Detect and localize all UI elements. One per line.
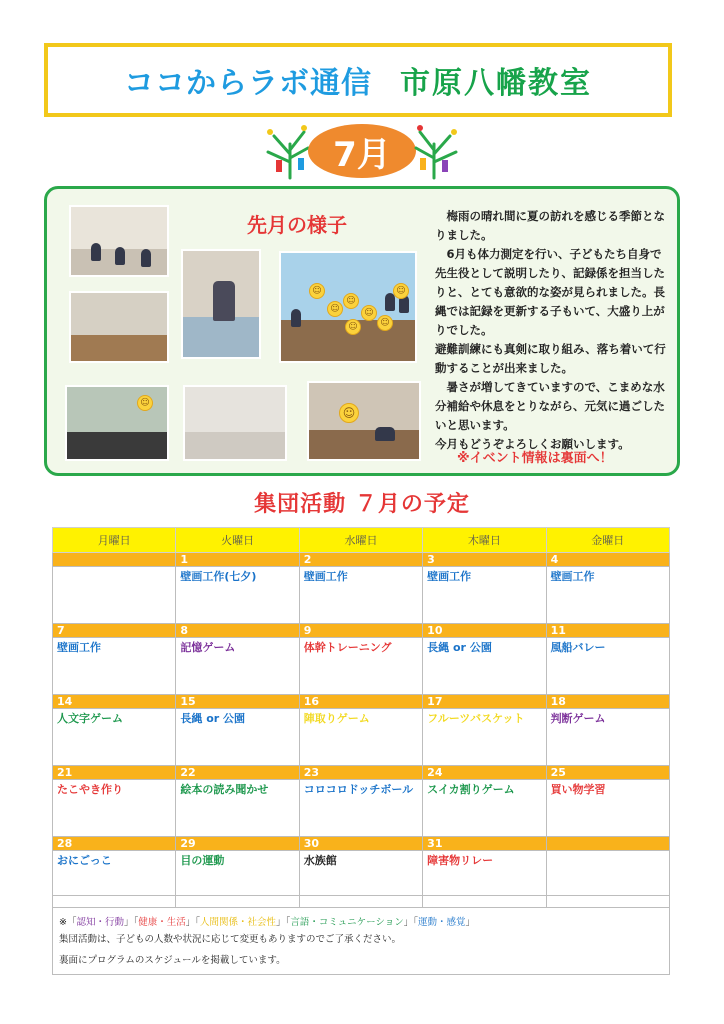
activity-label: 買い物学習 bbox=[550, 783, 606, 796]
date-number: 10 bbox=[423, 624, 546, 638]
date-number: 3 bbox=[423, 553, 546, 567]
calendar-cell bbox=[53, 567, 176, 624]
activity-label: 壁画工作(七夕) bbox=[180, 570, 257, 583]
calendar-cell bbox=[53, 709, 176, 766]
date-number: 30 bbox=[299, 837, 422, 851]
legend-bracket: 」「 bbox=[123, 917, 139, 928]
report-paragraph: 6月も体力測定を行い、子どもたち自身で先生役として説明したり、記録係を担当したりと、とても意欲的な姿が見られました。長縄では記録を更新する子もいて、大盛り上がりでした。 bbox=[435, 247, 665, 337]
calendar-cell bbox=[423, 780, 546, 837]
calendar-cell bbox=[53, 638, 176, 695]
calendar-cell bbox=[176, 709, 299, 766]
activity-label: コロコロドッチボール bbox=[303, 783, 414, 796]
date-number: 15 bbox=[176, 695, 299, 709]
calendar-cell bbox=[176, 638, 299, 695]
activity-row bbox=[53, 709, 670, 766]
report-paragraph: 避難訓練にも真剣に取り組み、落ち着いて行動することが出来ました。 bbox=[435, 342, 666, 375]
smiley-face-icon: ☺ bbox=[393, 283, 409, 299]
activity-label: 体幹トレーニング bbox=[303, 641, 392, 654]
activity-label: 判断ゲーム bbox=[550, 712, 606, 725]
activity-label bbox=[547, 851, 669, 852]
date-number: 18 bbox=[546, 695, 669, 709]
classroom-name: 市原八幡教室 bbox=[400, 66, 592, 101]
date-number: 8 bbox=[176, 624, 299, 638]
calendar-cell bbox=[299, 638, 422, 695]
smiley-face-icon: ☺ bbox=[327, 301, 343, 317]
activity-label: 記憶ゲーム bbox=[180, 641, 236, 654]
activity-row bbox=[53, 780, 670, 837]
calendar-cell bbox=[299, 709, 422, 766]
legend-category: 運動・感覚 bbox=[418, 917, 466, 928]
activity-label: 風船バレー bbox=[550, 641, 606, 654]
legend-bracket: 」「 bbox=[403, 917, 419, 928]
newsletter-title: ココからラボ通信 bbox=[124, 66, 372, 101]
activity-row bbox=[53, 638, 670, 695]
newsletter-title-box bbox=[44, 43, 672, 117]
activity-label: 長縄 or 公園 bbox=[180, 712, 246, 725]
section-heading: 先月の様子 bbox=[247, 213, 347, 237]
date-number: 16 bbox=[299, 695, 422, 709]
footer-note: 集団活動は、子どもの人数や状況に応じて変更もありますのでご了承ください。 bbox=[59, 934, 402, 945]
smiley-face-icon: ☺ bbox=[345, 319, 361, 335]
activity-label: 陣取りゲーム bbox=[303, 712, 370, 725]
month-badge: 7月 bbox=[308, 124, 416, 178]
report-paragraph: 暑さが増してきていますので、こまめな水分補給や休息をとりながら、元気に過ごしたいと思います。 bbox=[435, 380, 665, 432]
date-row bbox=[53, 695, 670, 709]
smiley-face-icon: ☺ bbox=[361, 305, 377, 321]
last-month-report-panel bbox=[44, 186, 680, 476]
date-number: 22 bbox=[176, 766, 299, 780]
calendar-cell bbox=[299, 780, 422, 837]
date-number: 25 bbox=[546, 766, 669, 780]
calendar-cell bbox=[423, 567, 546, 624]
month-banner bbox=[260, 122, 464, 182]
calendar-cell bbox=[53, 780, 176, 837]
tanabata-bamboo-icon bbox=[414, 124, 464, 180]
activity-label: 絵本の読み聞かせ bbox=[180, 783, 269, 796]
activity-label: たこやき作り bbox=[57, 783, 123, 796]
activity-photo bbox=[307, 381, 421, 461]
date-number: 23 bbox=[299, 766, 422, 780]
activity-label bbox=[53, 567, 175, 568]
legend-category: 健康・生活 bbox=[138, 917, 186, 928]
date-row bbox=[53, 553, 670, 567]
date-row bbox=[53, 766, 670, 780]
date-number: 7 bbox=[53, 624, 176, 638]
weekday-header-row bbox=[53, 528, 670, 553]
date-number: 14 bbox=[53, 695, 176, 709]
activity-label: 水族館 bbox=[303, 854, 337, 867]
footer-note: 裏面にプログラムのスケジュールを掲載しています。 bbox=[59, 955, 286, 966]
smiley-face-icon: ☺ bbox=[339, 403, 359, 423]
activity-photo bbox=[69, 205, 169, 277]
activity-photo bbox=[69, 291, 169, 363]
date-row bbox=[53, 624, 670, 638]
activity-label: 壁画工作 bbox=[550, 570, 595, 583]
activity-label: 目の運動 bbox=[180, 854, 225, 867]
calendar-cell bbox=[423, 638, 546, 695]
weekday-header: 水曜日 bbox=[299, 528, 422, 553]
legend-category: 人間関係・社会性 bbox=[200, 917, 277, 928]
weekday-header: 火曜日 bbox=[176, 528, 299, 553]
date-number: 4 bbox=[546, 553, 669, 567]
calendar-cell bbox=[546, 567, 669, 624]
legend-category: 認知・行動 bbox=[76, 917, 124, 928]
activity-photo bbox=[181, 249, 261, 359]
smiley-face-icon: ☺ bbox=[343, 293, 359, 309]
activity-label: 長縄 or 公園 bbox=[427, 641, 492, 654]
date-number: 31 bbox=[423, 837, 546, 851]
activity-label: 壁画工作 bbox=[427, 570, 472, 583]
footer-notes bbox=[52, 895, 670, 975]
activity-row bbox=[53, 567, 670, 624]
date-number: 2 bbox=[299, 553, 422, 567]
activity-label: 人文字ゲーム bbox=[57, 712, 123, 725]
calendar-cell bbox=[299, 567, 422, 624]
activity-photo bbox=[279, 251, 417, 363]
calendar-cell bbox=[176, 567, 299, 624]
legend-bracket: 」「 bbox=[276, 917, 291, 928]
legend-bracket: 」 bbox=[465, 917, 476, 928]
activity-label: スイカ割りゲーム bbox=[427, 783, 515, 796]
smiley-face-icon: ☺ bbox=[377, 315, 393, 331]
activity-photo bbox=[183, 385, 287, 461]
date-number: 28 bbox=[53, 837, 176, 851]
date-number: 24 bbox=[423, 766, 546, 780]
calendar-body bbox=[53, 553, 670, 908]
calendar-cell bbox=[546, 638, 669, 695]
calendar-cell bbox=[546, 709, 669, 766]
event-note: ※イベント情報は裏面へ！ bbox=[457, 451, 613, 466]
date-number bbox=[53, 553, 176, 567]
activity-label: おにごっこ bbox=[57, 854, 112, 867]
activity-label: フルーツバスケット bbox=[427, 712, 525, 725]
date-number: 21 bbox=[53, 766, 176, 780]
legend-bracket: ※「 bbox=[59, 917, 77, 928]
activity-label: 壁画工作 bbox=[303, 570, 348, 583]
date-row bbox=[53, 837, 670, 851]
activity-photo bbox=[65, 385, 169, 461]
legend-category: 言語・コミュニケーション bbox=[290, 917, 404, 928]
calendar-cell bbox=[423, 709, 546, 766]
category-legend bbox=[59, 914, 669, 931]
report-paragraph: 梅雨の晴れ間に夏の訪れを感じる季節となりました。 bbox=[435, 209, 665, 242]
calendar-cell bbox=[176, 780, 299, 837]
report-text bbox=[435, 207, 671, 454]
weekday-header: 金曜日 bbox=[546, 528, 669, 553]
date-number: 9 bbox=[299, 624, 422, 638]
date-number: 1 bbox=[176, 553, 299, 567]
weekday-header: 月曜日 bbox=[53, 528, 176, 553]
tanabata-bamboo-icon bbox=[260, 124, 310, 180]
date-number: 11 bbox=[546, 624, 669, 638]
weekday-header: 木曜日 bbox=[423, 528, 546, 553]
smiley-face-icon: ☺ bbox=[137, 395, 153, 411]
date-number: 17 bbox=[423, 695, 546, 709]
legend-bracket: 」「 bbox=[185, 917, 201, 928]
report-paragraph: 今月もどうぞよろしくお願いします。 bbox=[435, 437, 630, 451]
activity-label: 障害物リレー bbox=[427, 854, 494, 867]
date-number: 29 bbox=[176, 837, 299, 851]
schedule-calendar bbox=[52, 527, 670, 908]
smiley-face-icon: ☺ bbox=[309, 283, 325, 299]
schedule-title: 集団活動 ７月の予定 bbox=[254, 492, 470, 517]
activity-label: 壁画工作 bbox=[57, 641, 101, 654]
calendar-cell bbox=[546, 780, 669, 837]
date-number bbox=[546, 837, 669, 851]
